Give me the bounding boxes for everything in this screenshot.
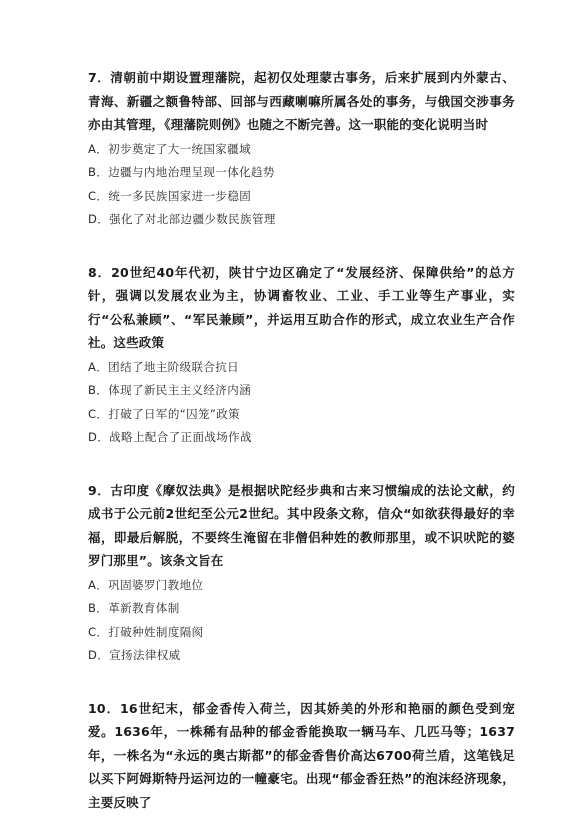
option-d: D．战略上配合了正面战场作战 bbox=[88, 430, 252, 444]
option-a: A．团结了地主阶级联合抗日 bbox=[88, 359, 240, 374]
option-c: C．统一多民族国家进一步稳固 bbox=[88, 188, 252, 203]
question-7 bbox=[88, 66, 515, 232]
question-stem: 10．16世纪末，郁金香传入荷兰，因其娇美的外形和艳丽的颜色受到宠爱。1636年，一株稀有品种的郁金香能换取一辆马车、几匹马等；1637年，一株名为“永远的奥古斯都”的郁金香售价高达6700荷兰盾，这笔钱足以买下阿姆斯特丹运河边的一幢豪宅。出现“郁金香狂热”的泡沫经济现象，主要反映了 bbox=[88, 700, 515, 810]
option-c: C．打破种姓制度隔阂 bbox=[88, 624, 204, 639]
option-a: A．初步奠定了大一统国家疆域 bbox=[88, 141, 251, 156]
option-a: A．巩固婆罗门教地位 bbox=[88, 577, 204, 592]
option-b: B．革新教育体制 bbox=[88, 601, 180, 615]
question-stem: 9．古印度《摩奴法典》是根据吠陀经步典和古来习惯编成的法论文献，约成书于公元前2世纪至公元2世纪。其中段条文称，信众“如欲获得最好的幸福，即最后解脱，不要终生淹留在非僧侣种姓的教师那里，或不识吠陀的婆罗门那里”。该条文旨在 bbox=[88, 482, 515, 568]
question-9 bbox=[88, 479, 515, 668]
option-b: B．体现了新民主主义经济内涵 bbox=[88, 383, 251, 397]
option-c: C．打破了日军的“囚笼”政策 bbox=[88, 406, 241, 421]
question-10 bbox=[88, 697, 515, 815]
question-stem: 8．20世纪40年代初，陕甘宁边区确定了“发展经济、保障供给”的总方针，强调以发展农业为主，协调畜牧业、工业、手工业等生产事业，实行“公私兼顾”、“军民兼顾”，并运用互助合作的形式，成立农业生产合作社。这些政策 bbox=[88, 264, 515, 350]
option-b: B．边疆与内地治理呈现一体化趋势 bbox=[88, 165, 275, 179]
option-d: D．宣扬法律权威 bbox=[88, 648, 181, 662]
option-d: D．强化了对北部边疆少数民族管理 bbox=[88, 212, 276, 226]
question-stem: 7．清朝前中期设置理藩院，起初仅处理蒙古事务，后来扩展到内外蒙古、青海、新疆之额鲁特部、回部与西藏喇嘛所属各处的事务，与俄国交涉事务亦由其管理，《理藩院则例》也随之不断完善。这一职能的变化说明当时 bbox=[88, 70, 515, 132]
question-8 bbox=[88, 261, 515, 450]
